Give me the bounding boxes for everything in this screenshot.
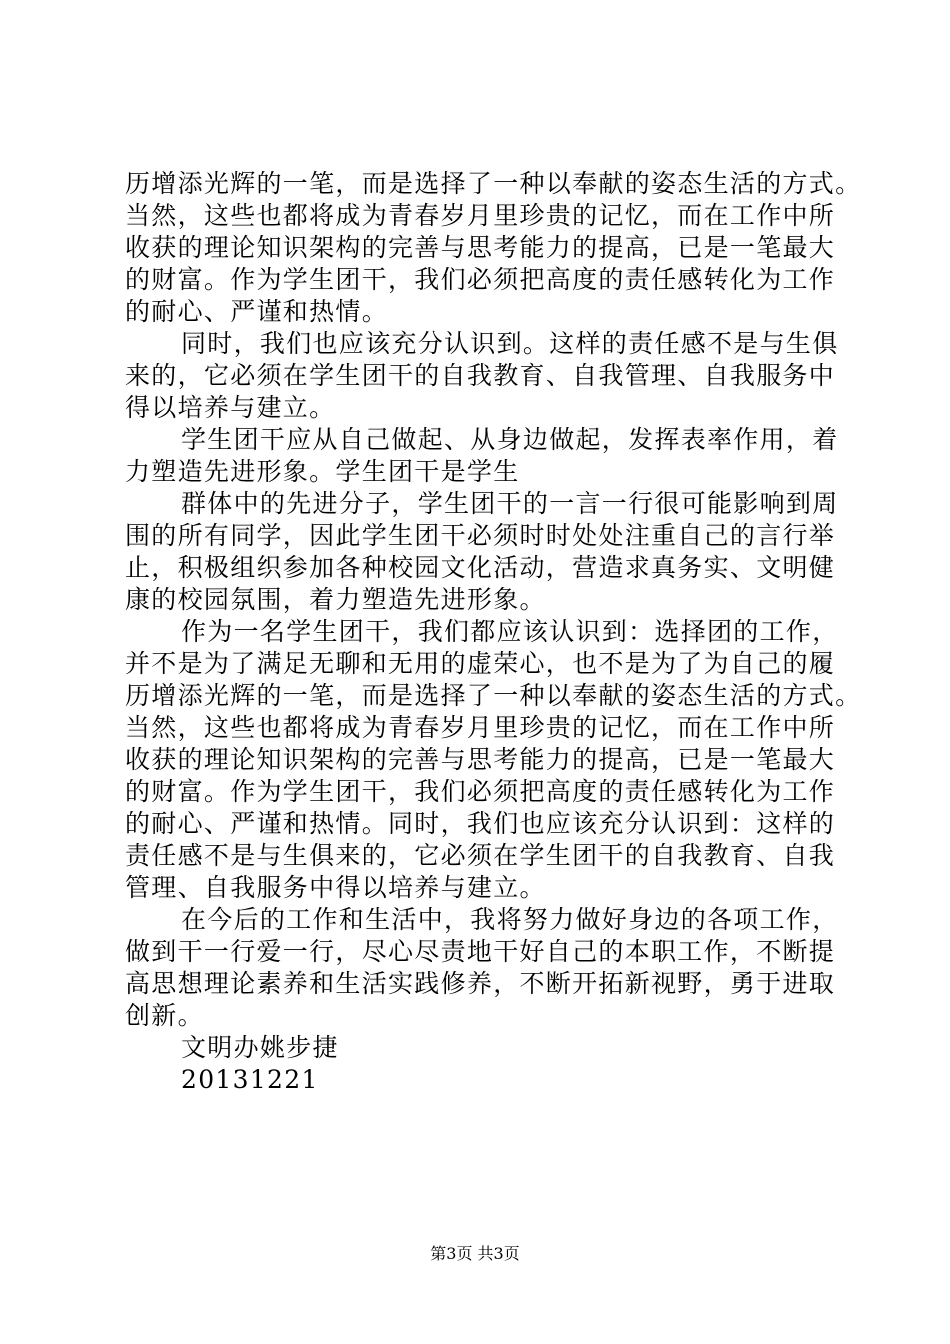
text-line: 当然，这些也都将成为青春岁月里珍贵的记忆，而在工作中所	[125, 713, 836, 742]
text-line: 的耐心、严谨和热情。	[125, 297, 389, 326]
text-line: 创新。	[125, 1001, 204, 1030]
text-line: 学生团干应从自己做起、从身边做起，发挥表率作用，着	[181, 425, 839, 454]
text-line: 责任感不是与生俱来的，它必须在学生团干的自我教育、自我	[125, 841, 836, 870]
text-line: 管理、自我服务中得以培养与建立。	[125, 873, 546, 902]
text-line: 止，积极组织参加各种校园文化活动，营造求真务实、文明健	[125, 553, 836, 582]
text-line: 历增添光辉的一笔，而是选择了一种以奉献的姿态生活的方式。	[125, 681, 862, 710]
text-line: 文明办姚步捷	[181, 1033, 339, 1062]
text-line: 并不是为了满足无聊和无用的虚荣心，也不是为了为自己的履	[125, 649, 836, 678]
text-line: 力塑造先进形象。学生团干是学生	[125, 457, 520, 486]
text-line: 高思想理论素养和生活实践修养，不断开拓新视野，勇于进取	[125, 969, 836, 998]
text-line: 康的校园氛围，着力塑造先进形象。	[125, 585, 546, 614]
text-line: 做到干一行爱一行，尽心尽责地干好自己的本职工作，不断提	[125, 937, 836, 966]
text-line: 作为一名学生团干，我们都应该认识到：选择团的工作，	[181, 617, 839, 646]
text-line: 围的所有同学，因此学生团干必须时时处处注重自己的言行举	[125, 521, 836, 550]
text-line: 的财富。作为学生团干，我们必须把高度的责任感转化为工作	[125, 777, 836, 806]
page-number-label: 第3页 共3页	[430, 1244, 520, 1263]
text-line: 收获的理论知识架构的完善与思考能力的提高，已是一笔最大	[125, 233, 836, 262]
text-line: 当然，这些也都将成为青春岁月里珍贵的记忆，而在工作中所	[125, 201, 836, 230]
document-body	[125, 168, 862, 1096]
text-line: 得以培养与建立。	[125, 393, 336, 422]
text-line: 群体中的先进分子，学生团干的一言一行很可能影响到周	[181, 489, 839, 518]
text-line: 同时，我们也应该充分认识到。这样的责任感不是与生俱	[181, 329, 839, 358]
page-footer	[0, 1243, 950, 1265]
text-line: 在今后的工作和生活中，我将努力做好身边的各项工作，	[181, 905, 839, 934]
text-line: 的财富。作为学生团干，我们必须把高度的责任感转化为工作	[125, 265, 836, 294]
text-line: 历增添光辉的一笔，而是选择了一种以奉献的姿态生活的方式。	[125, 169, 862, 198]
text-line: 的耐心、严谨和热情。同时，我们也应该充分认识到：这样的	[125, 809, 836, 838]
text-line: 来的，它必须在学生团干的自我教育、自我管理、自我服务中	[125, 361, 836, 390]
text-line: 收获的理论知识架构的完善与思考能力的提高，已是一笔最大	[125, 745, 836, 774]
text-line: 20131221	[181, 1065, 319, 1094]
